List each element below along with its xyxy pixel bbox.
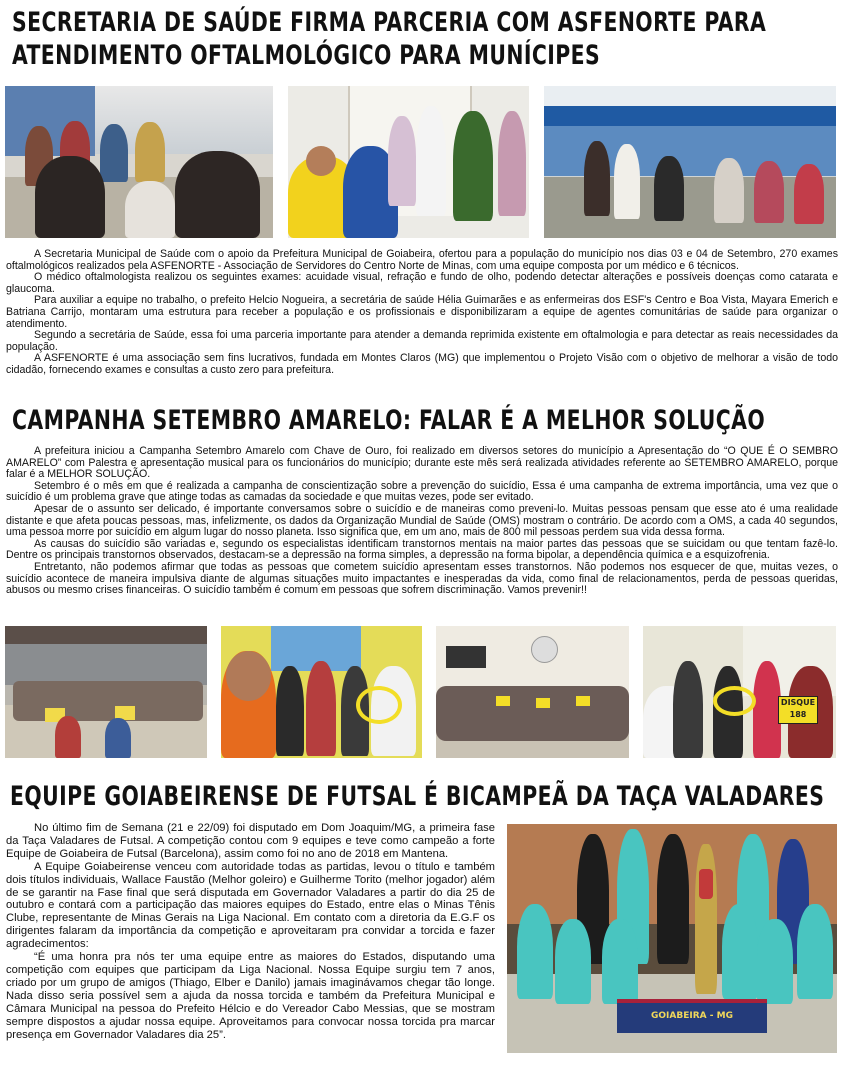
article2-title: CAMPANHA SETEMBRO AMARELO: FALAR É A MELHOR SOLUÇÃO	[12, 405, 766, 436]
article2-body	[6, 446, 838, 597]
article1-title-line2: ATENDIMENTO OFTALMOLÓGICO PARA MUNÍCIPES	[12, 40, 601, 71]
article3-title: EQUIPE GOIABEIRENSE DE FUTSAL É BICAMPEÃ DA TAÇA VALADARES	[10, 781, 825, 812]
article1-title-line1: SECRETARIA DE SAÚDE FIRMA PARCERIA COM ASFENORTE PARA	[12, 7, 767, 38]
photo-yellow-september-group-1	[5, 626, 207, 758]
disque-188-sign: DISQUE 188	[778, 696, 818, 724]
article3-paragraph: A Equipe Goiabeirense venceu com autoridade todas as partidas, levou o título e também dois títulos individuais, Wallace Faustão (Melhor goleiro) e Guilherme Torito (melhor jogador) além de se garantir na Fase final que será disputada em Governador Valadares a partir do dia 25 de outubro e contará com a participação das maiores equipes do Estado, entre elas o Minas Tênis Clube, representante de Minas Gerais na Liga Nacional. Em contato com a diretoria da E.G.F os dirigentes falaram da importância da competição e aproveitaram pra convidar a torcida e fazer agradecimentos:	[6, 860, 495, 951]
photo-futsal-team	[507, 824, 837, 1053]
article1-paragraph: A ASFENORTE é uma associação sem fins lucrativos, fundada em Montes Claros (MG) que implementou o Projeto Visão com o objetivo de melhorar a visão de todo cidadão, fornecendo exames e consultas a custo zero para prefeitura.	[6, 352, 838, 376]
photo-yellow-september-group-3	[436, 626, 629, 758]
article1-title	[12, 6, 767, 72]
article3-paragraph: No último fim de Semana (21 e 22/09) foi disputado em Dom Joaquim/MG, a primeira fase da Taça Valadares de Futsal. A competição contou com 9 equipes e teve como campeão a forte Equipe de Goiabeira de Futsal (Barcelona), assim como foi no ano de 2018 em Mantena.	[6, 822, 495, 860]
photo-disque-188	[643, 626, 836, 758]
article2-paragraph: A prefeitura iniciou a Campanha Setembro Amarelo com Chave de Ouro, foi realizado em diversos setores do município a Apresentação do “O QUE É O SEMBRO AMARELO” com Palestra e apresentação musical para os funcionários do município; durante este mês será realizada atividades referente ao SETEMBRO AMARELO, porque falar é a MELHOR SOLUÇÃO.	[6, 445, 838, 481]
article2-paragraph: Setembro é o mês em que é realizada a campanha de conscientização sobre a prevenção do suicídio, Essa é uma campanha de extrema importância, uma vez que o suicídio é um problema grave que atinge todas as camadas da sociedade e que muitas vezes, pode ser evitado.	[6, 479, 838, 504]
article2-paragraph: Entretanto, não podemos afirmar que todas as pessoas que cometem suicídio apresentam esses transtornos. Não podemos nos esquecer de que, muitas vezes, o suicídio acontece de maneira impulsiva diante de algumas situações muito impactantes e inesperadas da vida, como final de relacionamentos, perda de pessoas queridas, abusos ou mesmo crises financeiras. O suicídio também é comum em pessoas que sofrem discriminação. Vamos prevenir!!	[6, 560, 838, 597]
photo-outdoor-tent	[544, 86, 836, 238]
article1-body	[6, 249, 838, 377]
article1-paragraph: A Secretaria Municipal de Saúde com o apoio da Prefeitura Municipal de Goiabeira, ofertou para a população do município nos dias 03 e 04 de Setembro, 270 exames oftalmológicos realizados pela ASFENORTE - Associação de Servidores do Centro Norte de Minas, com uma equipe composta por um médico e 6 técnicos.	[6, 248, 838, 272]
photo-waiting-room	[5, 86, 273, 238]
goiabeira-banner: GOIABEIRA - MG	[617, 999, 767, 1033]
article1-paragraph: Para auxiliar a equipe no trabalho, o prefeito Helcio Nogueira, a secretária de saúde Hélia Guimarães e as enfermeiras dos ESF's Centro e Boa Vista, Mayara Emerich e Batriana Carrijo, montaram uma estrutura para receber a população e os profissionais e disponibilizaram a equipe de agentes comunitárias de saúde para organizar o atendimento.	[6, 294, 838, 330]
photo-yellow-september-group-2	[221, 626, 422, 758]
article1-paragraph: O médico oftalmologista realizou os seguintes exames: acuidade visual, refração e fundo de olho, podendo detectar alterações e possíveis doenças como catarata e glaucoma.	[6, 271, 838, 295]
article2-paragraph: Apesar de o assunto ser delicado, é importante conversamos sobre o suicídio e de maneiras como preveni-lo. Muitas pessoas pensam que esse ato é uma realidade distante e que afeta poucas pessoas, mas, infelizmente, os dados da Organização Mundial de Saúde (OMS) mostram o contrário. De acordo com a OMS, a cada 40 segundos, uma pessoa morre por suicídio em algum lugar do nosso planeta. Isso significa que, em um ano, mais de 800 mil pessoas perdem sua vida dessa forma.	[6, 502, 838, 539]
article1-paragraph: Segundo a secretária de Saúde, essa foi uma parceria importante para atender a demanda reprimida existente em oftalmologia e para detectar as reais necessidades da população.	[6, 329, 838, 353]
photo-eye-exam-team	[288, 86, 529, 238]
article2-paragraph: As causas do suicídio são variadas e, segundo os especialistas identificam transtornos mentais na maior partes das pessoas que se suicidam ou que tentam fazê-lo. Dentre os principais transtornos observados, destacam-se a depressão na forma simples, a depressão na forma bipolar, a dependência química e a esquizofrenia.	[6, 537, 838, 562]
article3-paragraph: “É uma honra pra nós ter uma equipe entre as maiores do Estados, disputando uma competição com equipes que participam da Liga Nacional. Nossa Equipe surgiu tem 7 anos, criado por um grupo de amigos (Thiago, Elber e Danilo) jamais imaginávamos chegar tão longe. Nada disso seria possível sem a ajuda da nossa torcida e também da Prefeitura Municipal e Câmara Municipal na pessoa do Prefeito Hélcio e do Vereador Cabo Messias, que se mostram sempre dispostos a ajudar nossa equipe. Aproveitamos para convocar nossa torcida pra marcar presença em Governador Valadares dia 25”.	[6, 951, 495, 1041]
article3-body	[6, 822, 495, 1041]
